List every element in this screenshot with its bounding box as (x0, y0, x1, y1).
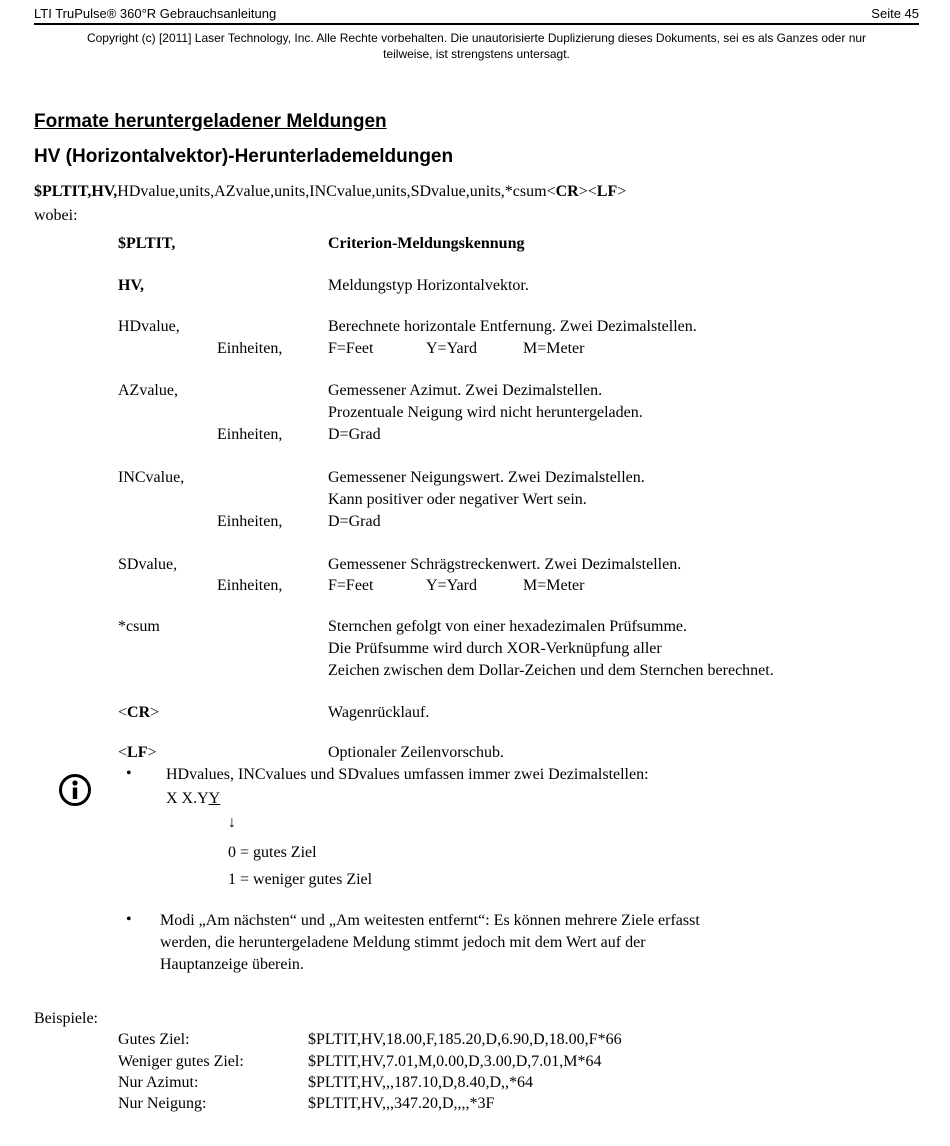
format-prefix: $PLTIT,HV, (34, 183, 118, 200)
field-lf-code: LF (127, 744, 148, 761)
field-csum-desc-1: Sternchen gefolgt von einer hexadezimalen Prüfsumme. (328, 618, 687, 635)
format-lf: LF (596, 183, 618, 200)
field-sd-term: SDvalue, (118, 556, 178, 573)
field-csum-desc-3: Zeichen zwischen dem Dollar-Zeichen und dem Sternchen berechnet. (328, 662, 774, 679)
arrow-down-icon: ↓ (228, 814, 236, 831)
field-az-units-label: Einheiten, (217, 426, 283, 443)
format-fields: HDvalue,units,AZvalue,units,INCvalue,units,SDvalue,units,*csum< (117, 183, 556, 200)
example-row-value: $PLTIT,HV,,,347.20,D,,,,*3F (308, 1095, 495, 1112)
field-inc-term: INCvalue, (118, 469, 185, 486)
decimal-format-main: X X.Y (166, 790, 209, 807)
field-sd-unit-feet: F=Feet (328, 577, 374, 594)
field-inc-desc-1: Gemessener Neigungswert. Zwei Dezimalstellen. (328, 469, 645, 486)
header-divider (34, 23, 919, 25)
field-hv-desc: Meldungstyp Horizontalvektor. (328, 277, 529, 294)
field-az-desc-1: Gemessener Azimut. Zwei Dezimalstellen. (328, 382, 603, 399)
note-2-line-3: Hauptanzeige überein. (160, 956, 304, 973)
field-inc-units-label: Einheiten, (217, 513, 283, 530)
field-csum-desc-2: Die Prüfsumme wird durch XOR-Verknüpfung aller (328, 640, 662, 657)
field-sd-unit-yard: Y=Yard (426, 577, 477, 594)
section-subtitle: HV (Horizontalvektor)-Herunterlademeldungen (34, 146, 454, 167)
copyright-line-1: Copyright (c) [2011] Laser Technology, Inc. Alle Rechte vorbehalten. Die unautorisierte Duplizierung dieses Dokuments, sei es als Ganzes oder nur (86, 31, 867, 45)
examples-label: Beispiele: (34, 1010, 98, 1027)
decimal-format (166, 789, 220, 809)
format-end: > (617, 183, 627, 200)
example-row-label: Gutes Ziel: (118, 1031, 190, 1048)
example-row-value: $PLTIT,HV,18.00,F,185.20,D,6.90,D,18.00,F*66 (308, 1031, 622, 1048)
field-lf-lt: < (118, 744, 128, 761)
field-sd-units-label: Einheiten, (217, 577, 283, 594)
field-cr-desc: Wagenrücklauf. (328, 704, 430, 721)
header-page-number: Seite 45 (871, 6, 919, 21)
field-hd-desc: Berechnete horizontale Entfernung. Zwei Dezimalstellen. (328, 318, 697, 335)
field-hd-units-label: Einheiten, (217, 340, 283, 357)
section-title: Formate heruntergeladener Meldungen (34, 111, 387, 132)
note-2-line-2: werden, die heruntergeladene Meldung stimmt jedoch mit dem Wert auf der (160, 934, 646, 951)
field-sd-desc: Gemessener Schrägstreckenwert. Zwei Dezimalstellen. (328, 556, 682, 573)
note-bullet-1: • (126, 765, 132, 782)
note-good-target: 0 = gutes Ziel (228, 844, 317, 861)
field-lf-term (118, 743, 157, 763)
field-hd-unit-feet: F=Feet (328, 340, 374, 357)
note-1-text: HDvalues, INCvalues und SDvalues umfassen immer zwei Dezimalstellen: (166, 766, 649, 783)
copyright-notice (34, 30, 919, 62)
field-pltit-term: $PLTIT, (118, 235, 176, 252)
page-header (34, 6, 919, 22)
example-row-label: Weniger gutes Ziel: (118, 1053, 244, 1070)
field-cr-code: CR (127, 704, 151, 721)
wobei-label: wobei: (34, 207, 78, 224)
note-bullet-2: • (126, 911, 132, 928)
field-az-unit-grad: D=Grad (328, 426, 381, 443)
info-icon (58, 773, 92, 807)
format-cr: CR (555, 183, 579, 200)
field-hd-unit-yard: Y=Yard (426, 340, 477, 357)
field-hd-unit-meter: M=Meter (523, 340, 585, 357)
field-lf-gt: > (147, 744, 157, 761)
message-format (34, 183, 626, 201)
example-row-label: Nur Neigung: (118, 1095, 207, 1112)
field-hv-term: HV, (118, 277, 144, 294)
note-2-line-1: Modi „Am nächsten“ und „Am weitesten entfernt“: Es können mehrere Ziele erfasst (160, 912, 700, 929)
field-cr-lt: < (118, 704, 128, 721)
field-csum-term: *csum (118, 618, 160, 635)
field-cr-gt: > (150, 704, 160, 721)
header-doc-title: LTI TruPulse® 360°R Gebrauchsanleitung (34, 6, 277, 21)
field-sd-unit-meter: M=Meter (523, 577, 585, 594)
example-row-value: $PLTIT,HV,7.01,M,0.00,D,3.00,D,7.01,M*64 (308, 1053, 602, 1070)
format-sep: >< (578, 183, 597, 200)
field-cr-term (118, 703, 159, 723)
note-less-good-target: 1 = weniger gutes Ziel (228, 871, 373, 888)
field-inc-desc-2: Kann positiver oder negativer Wert sein. (328, 491, 587, 508)
field-hd-term: HDvalue, (118, 318, 180, 335)
field-inc-unit-grad: D=Grad (328, 513, 381, 530)
decimal-format-quality-digit: Y (208, 790, 221, 807)
field-az-desc-2: Prozentuale Neigung wird nicht heruntergeladen. (328, 404, 643, 421)
field-pltit-desc: Criterion-Meldungskennung (328, 235, 525, 252)
field-az-term: AZvalue, (118, 382, 178, 399)
example-row-label: Nur Azimut: (118, 1074, 199, 1091)
field-lf-desc: Optionaler Zeilenvorschub. (328, 744, 504, 761)
copyright-line-2: teilweise, ist strengstens untersagt. (383, 47, 570, 61)
example-row-value: $PLTIT,HV,,,187.10,D,8.40,D,,*64 (308, 1074, 534, 1091)
